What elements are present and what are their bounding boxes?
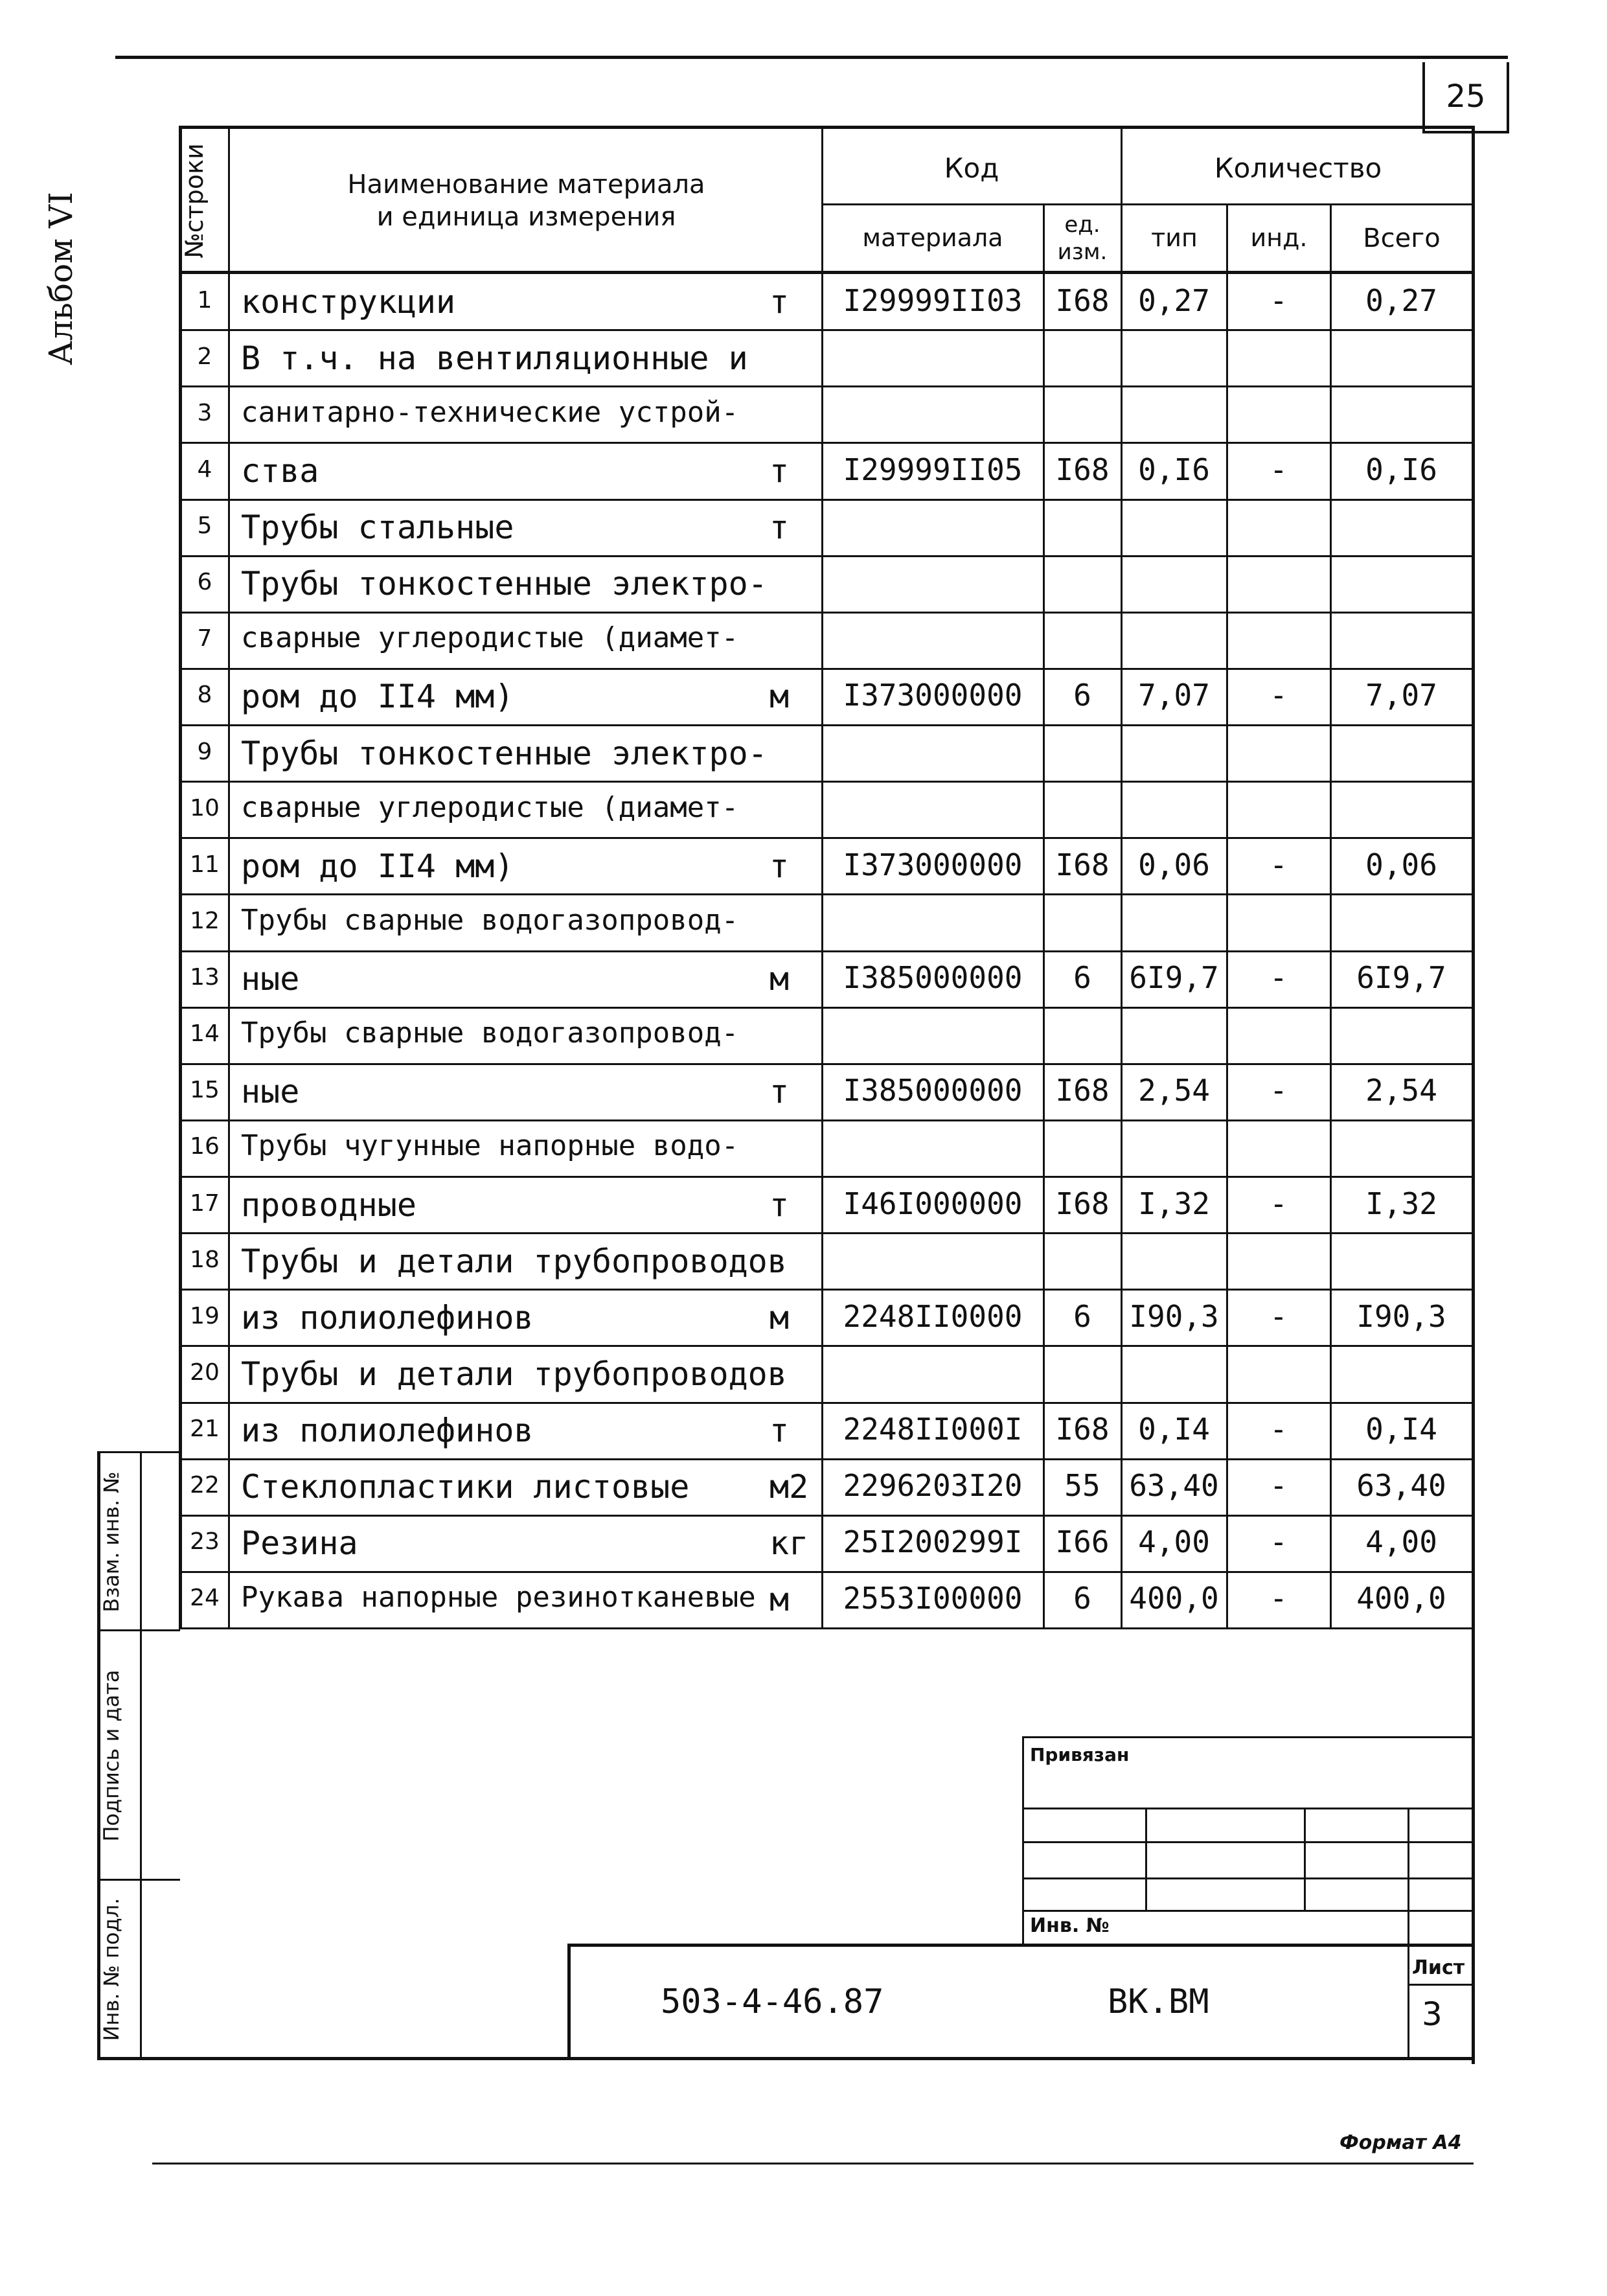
unit-code: I68 xyxy=(1055,283,1110,318)
unit-code: 6 xyxy=(1073,1299,1091,1334)
unit-code: I68 xyxy=(1055,452,1110,487)
material-name: ные xyxy=(241,960,300,998)
material-name: Трубы сварные водогазопровод- xyxy=(241,1016,739,1050)
material-unit: м xyxy=(769,1299,790,1337)
material-unit: т xyxy=(769,1073,790,1110)
header-qty-ind: инд. xyxy=(1250,224,1308,253)
row-divider xyxy=(179,950,1474,952)
row-divider xyxy=(179,1627,1474,1629)
header-name-line1: Наименование материала xyxy=(347,170,705,200)
row-divider xyxy=(179,385,1474,387)
stamp-inv-orig: Инв. № подл. xyxy=(99,1898,124,2041)
row-divider xyxy=(179,1515,1474,1517)
unit-code: I66 xyxy=(1055,1524,1110,1559)
row-number: 10 xyxy=(190,795,220,821)
ind-total-divider xyxy=(1330,203,1332,1629)
qty-ind: - xyxy=(1270,452,1288,487)
material-unit: т xyxy=(769,452,790,490)
qty-type: 63,40 xyxy=(1129,1468,1219,1503)
qty-total: I90,3 xyxy=(1356,1299,1446,1334)
material-name: конструкции xyxy=(241,283,456,321)
row-divider xyxy=(179,668,1474,670)
qty-total: 6I9,7 xyxy=(1356,960,1446,995)
material-name: Трубы и детали трубопроводов xyxy=(241,1355,787,1393)
header-code: Код xyxy=(944,152,999,184)
material-code: I46I000000 xyxy=(843,1186,1023,1221)
row-number: 2 xyxy=(197,343,212,370)
unit-code: 6 xyxy=(1073,1581,1091,1616)
row-number: 14 xyxy=(190,1020,220,1047)
row-divider xyxy=(179,1402,1474,1404)
material-code: I29999II03 xyxy=(843,283,1023,318)
qty-ind: - xyxy=(1270,283,1288,318)
unit-code: I68 xyxy=(1055,847,1110,882)
sheet-number: 3 xyxy=(1422,1995,1442,2033)
material-unit: т xyxy=(769,1186,790,1224)
material-code: 2296203I20 xyxy=(843,1468,1023,1503)
qty-ind: - xyxy=(1270,1581,1288,1616)
row-number: 18 xyxy=(190,1246,220,1273)
qty-ind: - xyxy=(1270,1524,1288,1559)
qty-ind: - xyxy=(1270,847,1288,882)
row-divider xyxy=(179,1007,1474,1009)
qty-total: 0,I6 xyxy=(1365,452,1437,487)
material-unit: т xyxy=(769,847,790,885)
material-unit: м xyxy=(769,960,790,998)
row-number: 5 xyxy=(197,512,212,539)
material-name: ром до II4 мм) xyxy=(241,847,514,885)
qty-total: 63,40 xyxy=(1356,1468,1446,1503)
material-code: I29999II05 xyxy=(843,452,1023,487)
header-name-line2: и единица измерения xyxy=(376,202,676,232)
page-number: 25 xyxy=(1422,62,1509,133)
row-divider xyxy=(179,499,1474,501)
material-code: I385000000 xyxy=(843,960,1023,995)
row-divider xyxy=(179,1289,1474,1291)
unit-code: I68 xyxy=(1055,1186,1110,1221)
qty-total: 0,27 xyxy=(1365,283,1437,318)
row-number: 13 xyxy=(190,964,220,991)
qty-type: 0,27 xyxy=(1138,283,1210,318)
header-code-unit: ед. изм. xyxy=(1057,211,1108,265)
row-divider xyxy=(179,329,1474,331)
qty-type: 2,54 xyxy=(1138,1073,1210,1108)
qty-total: 400,0 xyxy=(1356,1581,1446,1616)
row-divider xyxy=(179,1345,1474,1347)
row-divider xyxy=(179,1458,1474,1460)
row-divider xyxy=(179,1063,1474,1065)
qty-type: 0,I4 xyxy=(1138,1412,1210,1447)
qty-total: I,32 xyxy=(1365,1186,1437,1221)
row-divider xyxy=(179,781,1474,783)
row-number: 7 xyxy=(197,625,212,652)
row-divider xyxy=(179,1119,1474,1121)
material-name: сварные углеродистые (диамет- xyxy=(241,791,739,824)
row-divider xyxy=(179,442,1474,444)
row-number: 22 xyxy=(190,1472,220,1498)
row-divider xyxy=(179,724,1474,726)
qty-type: I90,3 xyxy=(1129,1299,1219,1334)
header-quantity: Количество xyxy=(1214,152,1382,184)
footer-rule xyxy=(152,2163,1474,2164)
code-eu-divider xyxy=(1043,203,1045,1629)
unit-code: 6 xyxy=(1073,678,1091,713)
qty-ind: - xyxy=(1270,1468,1288,1503)
qty-ind: - xyxy=(1270,960,1288,995)
material-name: Трубы сварные водогазопровод- xyxy=(241,904,739,937)
row-number: 24 xyxy=(190,1585,220,1611)
material-name: сварные углеродистые (диамет- xyxy=(241,621,739,654)
material-unit: т xyxy=(769,509,790,546)
qty-ind: - xyxy=(1270,678,1288,713)
row-number: 4 xyxy=(197,456,212,483)
header-qty-total: Всего xyxy=(1363,224,1441,253)
material-code: I385000000 xyxy=(843,1073,1023,1108)
qty-type: 6I9,7 xyxy=(1129,960,1219,995)
qty-type: 7,07 xyxy=(1138,678,1210,713)
row-divider xyxy=(179,612,1474,614)
doc-code: 503-4-46.87 xyxy=(661,1982,884,2021)
material-unit: м2 xyxy=(769,1468,809,1506)
material-code: 2248II0000 xyxy=(843,1299,1023,1334)
material-name: ром до II4 мм) xyxy=(241,678,514,715)
material-name: Трубы тонкостенные электро- xyxy=(241,565,768,603)
stamp-inv-replace: Взам. инв. № xyxy=(99,1471,124,1613)
type-ind-divider xyxy=(1226,203,1228,1629)
qty-ind: - xyxy=(1270,1073,1288,1108)
material-name: Трубы и детали трубопроводов xyxy=(241,1243,787,1280)
qty-ind: - xyxy=(1270,1299,1288,1334)
qty-type: I,32 xyxy=(1138,1186,1210,1221)
row-number: 1 xyxy=(197,287,212,314)
row-number: 12 xyxy=(190,908,220,934)
material-unit: т xyxy=(769,283,790,321)
sheet-label: Лист xyxy=(1412,1957,1465,1979)
row-divider xyxy=(179,1232,1474,1234)
inv-no-label: Инв. № xyxy=(1030,1914,1110,1937)
material-name: из полиолефинов xyxy=(241,1299,534,1337)
qty-type: 0,06 xyxy=(1138,847,1210,882)
material-name: В т.ч. на вентиляционные и xyxy=(241,339,748,377)
material-code: I373000000 xyxy=(843,678,1023,713)
top-rule xyxy=(115,56,1508,59)
privyazan-label: Привязан xyxy=(1030,1744,1130,1765)
material-name: Трубы стальные xyxy=(241,509,514,546)
stamp-sign-date: Подпись и дата xyxy=(99,1670,124,1842)
material-name: Трубы тонкостенные электро- xyxy=(241,735,768,772)
material-name: Стеклопластики листовые xyxy=(241,1468,690,1506)
row-number: 8 xyxy=(197,682,212,708)
doc-mark: ВК.ВМ xyxy=(1108,1982,1209,2021)
row-number: 16 xyxy=(190,1133,220,1160)
unit-code: I68 xyxy=(1055,1073,1110,1108)
header-qty-type: тип xyxy=(1151,224,1198,253)
qty-total: 2,54 xyxy=(1365,1073,1437,1108)
material-name: санитарно-технические устрой- xyxy=(241,396,739,429)
row-number: 20 xyxy=(190,1359,220,1386)
material-unit: м xyxy=(769,678,790,715)
row-divider xyxy=(179,1176,1474,1178)
qty-total: 0,06 xyxy=(1365,847,1437,882)
row-divider xyxy=(179,555,1474,557)
row-divider xyxy=(179,1571,1474,1573)
qty-total: 7,07 xyxy=(1365,678,1437,713)
row-divider xyxy=(179,893,1474,895)
material-name: ства xyxy=(241,452,319,490)
material-name: ные xyxy=(241,1073,300,1110)
album-label: Альбом VI xyxy=(42,192,80,365)
unit-code: 6 xyxy=(1073,960,1091,995)
row-number: 23 xyxy=(190,1528,220,1555)
qty-total: 0,I4 xyxy=(1365,1412,1437,1447)
header-row-number: №строки xyxy=(180,143,209,258)
qty-total: 4,00 xyxy=(1365,1524,1437,1559)
row-number: 3 xyxy=(197,400,212,426)
qty-type: 4,00 xyxy=(1138,1524,1210,1559)
row-divider xyxy=(179,837,1474,839)
row-number: 9 xyxy=(197,739,212,765)
header-name xyxy=(233,155,819,246)
qty-type: 400,0 xyxy=(1129,1581,1219,1616)
header-code-material: материала xyxy=(862,224,1003,253)
row-number: 11 xyxy=(190,851,220,878)
material-unit: кг xyxy=(769,1524,809,1562)
row-number: 15 xyxy=(190,1077,220,1103)
qty-type: 0,I6 xyxy=(1138,452,1210,487)
material-name: из полиолефинов xyxy=(241,1412,534,1449)
material-name: Трубы чугунные напорные водо- xyxy=(241,1129,739,1162)
row-number: 6 xyxy=(197,569,212,595)
material-code: 2248II000I xyxy=(843,1412,1023,1447)
material-code: 2553I00000 xyxy=(843,1581,1023,1616)
material-name: проводные xyxy=(241,1186,416,1224)
qty-ind: - xyxy=(1270,1412,1288,1447)
row-number: 17 xyxy=(190,1190,220,1217)
format-label: Формат А4 xyxy=(1339,2131,1462,2154)
bottom-rule xyxy=(97,2057,1475,2060)
material-unit: т xyxy=(769,1412,790,1449)
qty-ind: - xyxy=(1270,1186,1288,1221)
material-name: Рукава напорные резинотканевые xyxy=(241,1581,756,1614)
material-code: 25I200299I xyxy=(843,1524,1023,1559)
material-name: Резина xyxy=(241,1524,358,1562)
unit-code: 55 xyxy=(1064,1468,1100,1503)
material-unit: м xyxy=(769,1581,790,1618)
material-code: I373000000 xyxy=(843,847,1023,882)
row-number: 19 xyxy=(190,1303,220,1329)
row-number: 21 xyxy=(190,1416,220,1442)
unit-code: I68 xyxy=(1055,1412,1110,1447)
